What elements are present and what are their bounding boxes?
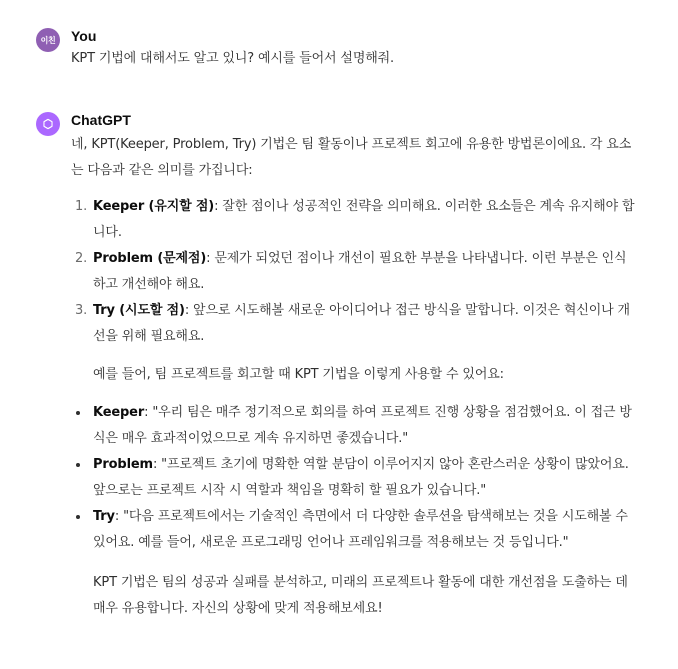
point-description: : 잘한 점이나 성공적인 전략을 의미해요. 이러한 요소들은 계속 유지해야 합니다.: [93, 199, 635, 240]
point-term: Try (시도할 점): [93, 303, 185, 318]
example-description: : "우리 팀은 매주 정기적으로 회의를 하여 프로젝트 진행 상황을 점검했어요. 이 접근 방식은 매우 효과적이었으므로 계속 유지하면 좋겠습니다.": [93, 405, 632, 446]
user-author-name: You: [71, 28, 97, 44]
example-term: Keeper: [93, 405, 145, 420]
user-avatar: 이친: [36, 28, 60, 52]
assistant-message-body: [71, 110, 638, 622]
openai-logo-icon: [36, 112, 60, 136]
kpt-examples-list: [71, 400, 638, 556]
list-item[interactable]: [71, 400, 638, 452]
point-term: Keeper (유지할 점): [93, 199, 215, 214]
assistant-author-name: ChatGPT: [71, 112, 131, 128]
conclusion-text[interactable]: KPT 기법은 팀의 성공과 실패를 분석하고, 미래의 프로젝트나 활동에 대한 개선점을 도출하는 데 매우 유용합니다. 자신의 상황에 맞게 적용해보세요!: [93, 575, 628, 616]
kpt-points-list: [71, 194, 638, 350]
user-message-body: [71, 26, 638, 71]
example-description: : "다음 프로젝트에서는 기술적인 측면에서 더 다양한 솔루션을 탐색해보는 것을 시도해볼 수 있어요. 예를 들어, 새로운 프로그래밍 언어나 프레임워크를 적용해보는 것 등입니다.": [93, 509, 628, 550]
assistant-message: [36, 110, 638, 622]
list-item[interactable]: [71, 504, 638, 556]
point-term: Problem (문제점): [93, 251, 207, 266]
list-item[interactable]: [71, 452, 638, 504]
point-description: : 문제가 되었던 점이나 개선이 필요한 부분을 나타냅니다. 이런 부분은 인식하고 개선해야 해요.: [93, 251, 627, 292]
list-item[interactable]: [71, 298, 638, 350]
user-message-text[interactable]: KPT 기법에 대해서도 알고 있니? 예시를 들어서 설명해줘.: [71, 51, 395, 66]
bullet-icon: [76, 463, 80, 467]
example-description: : "프로젝트 초기에 명확한 역할 분담이 이루어지지 않아 혼란스러운 상황이 많았어요. 앞으로는 프로젝트 시작 시 역할과 책임을 명확히 할 필요가 있습니다.": [93, 457, 629, 498]
example-term: Problem: [93, 457, 153, 472]
assistant-intro-text[interactable]: 네, KPT(Keeper, Problem, Try) 기법은 팀 활동이나 프로젝트 회고에 유용한 방법론이에요. 각 요소는 다음과 같은 의미를 가집니다:: [71, 137, 632, 178]
user-message: [36, 26, 638, 71]
list-number: 2.: [75, 251, 88, 266]
list-item[interactable]: [71, 246, 638, 298]
list-number: 1.: [75, 199, 88, 214]
list-item[interactable]: [71, 194, 638, 246]
bullet-icon: [76, 411, 80, 415]
example-intro-text[interactable]: 예를 들어, 팀 프로젝트를 회고할 때 KPT 기법을 이렇게 사용할 수 있어요:: [93, 367, 504, 382]
example-term: Try: [93, 509, 115, 524]
point-description: : 앞으로 시도해볼 새로운 아이디어나 접근 방식을 말합니다. 이것은 혁신이나 개선을 위해 필요해요.: [93, 303, 630, 344]
bullet-icon: [76, 515, 80, 519]
list-number: 3.: [75, 303, 88, 318]
